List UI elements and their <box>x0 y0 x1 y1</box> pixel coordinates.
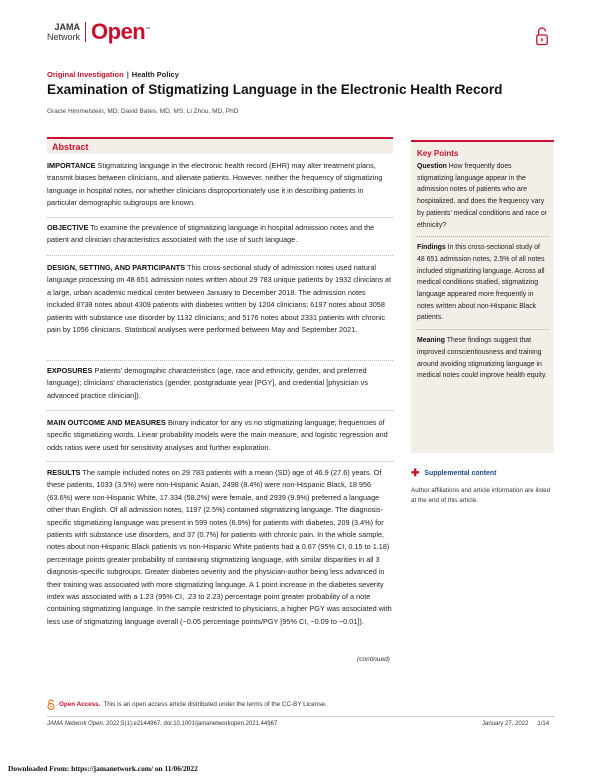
key-points-box <box>411 140 554 453</box>
results-label: RESULTS <box>47 468 81 477</box>
abstract-outcomes <box>47 417 393 454</box>
logo-network: Network <box>47 32 81 42</box>
objective-label: OBJECTIVE <box>47 223 89 232</box>
objective-text: To examine the prevalence of stigmatizing language in hospital admission notes and the patient and clinician characteristics associated with the use of such language. <box>47 223 375 245</box>
lock-icon[interactable] <box>536 26 548 46</box>
divider <box>417 329 548 330</box>
affiliations-note: Author affiliations and article information are listed at the end of this article. <box>411 487 551 505</box>
footer-journal: JAMA Network Open. <box>47 721 105 727</box>
footer-date: January 27, 2022 <box>482 721 529 727</box>
divider <box>47 410 393 411</box>
key-points-question <box>417 161 548 231</box>
findings-label: Findings <box>417 244 446 252</box>
download-stamp: Downloaded From: https://jamanetwork.com/ on 11/06/2022 <box>8 764 198 773</box>
key-points-findings <box>417 242 548 324</box>
abstract-objective <box>47 222 393 247</box>
open-access-label: Open Access. <box>59 701 101 708</box>
logo-jama: JAMA <box>54 22 81 32</box>
open-access-icon <box>47 699 55 710</box>
divider <box>47 360 393 361</box>
abstract-importance <box>47 160 393 210</box>
design-text: This cross-sectional study of admission notes used natural language processing on 48 651 admission notes written about 29 783 unique patients by 1932 clinicians at a large, urban academic medical center between January to December 2018. The admission notes included 8738 notes about 4309 patients with diabetes written by 1204 clinicians; 6197 notes about 3058 patients with substance use disorder by 1132 clinicians; and 5176 notes about 2331 patients with chronic pain by 1056 clinicians. Statistical analyses were performed between May and September 2021. <box>47 263 392 335</box>
continued-note: (continued) <box>357 656 390 663</box>
exposures-text: Patients’ demographic characteristics (age, race and ethnicity, gender, and preferred language); clinicians’ characteristics (gender, postgraduate year [PGY], and credential [physician vs advanced practice clinician]). <box>47 366 368 400</box>
question-text: How frequently does stigmatizing language appear in the admission notes of patients who are hospitalized, and does the frequency vary by patients’ medical conditions and race or ethnicity? <box>417 163 547 229</box>
meaning-label: Meaning <box>417 337 445 345</box>
abstract-heading: Abstract <box>47 137 393 154</box>
article-authors: Gracie Himmelstein, MD; David Bates, MD, MS; Li Zhou, MD, PhD <box>47 108 239 115</box>
divider <box>417 236 548 237</box>
journal-logo[interactable] <box>47 19 150 45</box>
footer-doi: 2022;5(1):e2144967. doi:10.1001/jamanetworkopen.2021.44967 <box>106 721 278 727</box>
supplemental-label: Supplemental content <box>424 470 497 477</box>
outcomes-text: Binary indicator for any vs no stigmatizing language; frequencies of specific stigmatizing words. Linear probability models were the main measure, and logistic regression and odds ratios were used for sensitivity analyses and further exploration. <box>47 418 388 452</box>
article-title: Examination of Stigmatizing Language in the Electronic Health Record <box>47 82 503 97</box>
article-section: Health Policy <box>131 70 179 79</box>
open-access-text: This is an open access article distributed under the terms of the CC-BY License. <box>103 701 327 708</box>
results-text: The sample included notes on 29 783 patients with a mean (SD) age of 46.9 (27.6) years. Of these patients, 1033 (3.5%) were non-Hispanic Asian, 2498 (8.4%) were non-Hispanic Black, 18 956 (63.6%) were non-Hispanic White, 17 334 (58.2%) were female, and 2939 (9.9%) preferred a language other than English. Of all admission notes, 1197 (2.5%) contained stigmatizing language. The diagnosis-specific stigmatizing language was present in 599 notes (6.9%) for patients with diabetes, 209 (3.4%) for patients with substance use disorders, and 37 (0.7%) for patients with chronic pain. In the whole sample, notes about non-Hispanic Black patients vs non-Hispanic White patients had a 0.67 (95% CI, 0.15 to 1.18) percentage points greater probability of containing stigmatizing language, with similar disparities in all 3 diagnosis-specific subgroups. Greater diabetes severity and the physician-author being less advanced in their training was associated with more stigmatizing language. A 1 point increase in the diabetes severity index was associated with a 1.23 (95% CI, .23 to 2.23) percentage point greater probability of a note containing stigmatizing language. In the sample restricted to physicians, a higher PGY was associated with less use of stigmatizing language overall (−0.05 percentage points/PGY [95% CI, −0.09 to −0.01]). <box>47 468 392 626</box>
meaning-text: These findings suggest that improved conscientiousness and training around avoiding stigmatizing language in medical notes could improve health equity. <box>417 337 547 380</box>
footer-citation <box>47 721 277 727</box>
key-points-meaning <box>417 335 548 382</box>
question-label: Question <box>417 163 447 170</box>
abstract-results <box>47 467 393 628</box>
abstract-exposures <box>47 365 393 402</box>
divider <box>47 217 393 218</box>
footer-page: 1/14 <box>537 721 550 727</box>
abstract-design <box>47 262 393 336</box>
key-points-heading: Key Points <box>417 149 459 158</box>
outcomes-label: MAIN OUTCOME AND MEASURES <box>47 418 166 427</box>
design-label: DESIGN, SETTING, AND PARTICIPANTS <box>47 263 186 272</box>
importance-text: Stigmatizing language in the electronic health record (EHR) may alter treatment plans, transmit biases between clinicians, and alienate patients. However, neither the frequency of stigmatizing language in hospital notes, nor whether clinicians disproportionately use it in describing patients in particular demographic subgroups are known. <box>47 161 383 208</box>
findings-text: In this cross-sectional study of 48 651 admission notes, 2.5% of all notes included stigmatizing language. Across all medical conditions studied, stigmatizing language appeared more frequently in notes written about non-Hispanic Black patients. <box>417 244 545 322</box>
footer-rule <box>47 716 554 717</box>
logo-tm: ™ <box>145 26 150 33</box>
supplemental-content-link[interactable] <box>411 468 496 479</box>
kicker-separator: | <box>126 70 129 79</box>
importance-label: IMPORTANCE <box>47 161 96 170</box>
divider <box>47 461 393 462</box>
footer-date-page <box>482 721 549 727</box>
exposures-label: EXPOSURES <box>47 366 93 375</box>
logo-open: Open <box>91 19 146 44</box>
open-access-line <box>47 699 327 710</box>
divider <box>47 255 393 256</box>
plus-icon: ✚ <box>411 468 420 479</box>
article-category: Original Investigation <box>47 70 124 79</box>
article-kicker <box>47 70 179 79</box>
